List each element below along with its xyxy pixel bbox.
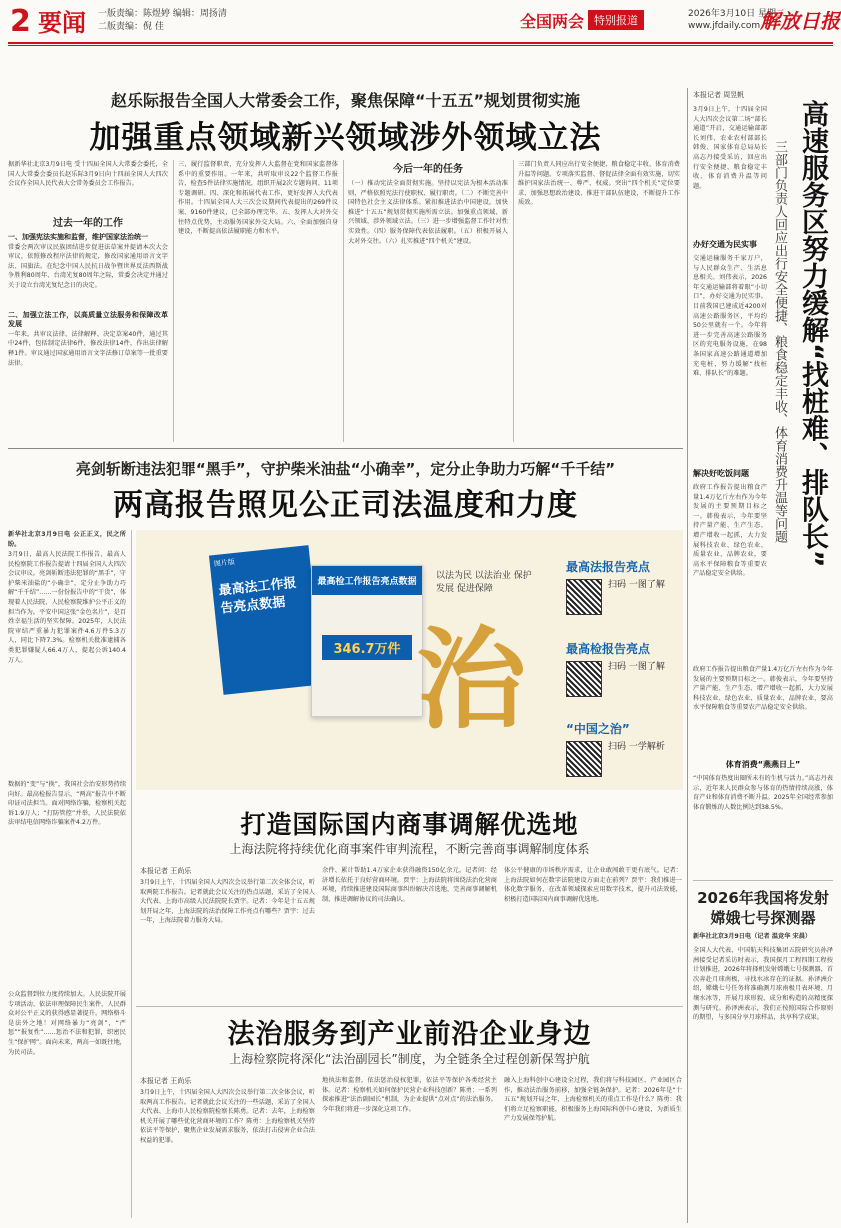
future-tasks-heading: 今后一年的任务 bbox=[393, 164, 463, 175]
mid-article-col-1 bbox=[8, 530, 126, 1220]
date-line: 2026年3月10日 星期二 bbox=[688, 9, 785, 19]
divider bbox=[513, 160, 514, 442]
commerce-article-headline: 打造国际国内商事调解优选地 bbox=[240, 810, 579, 839]
rule-article-col-2: 地执法和监督，依法惩治侵权犯罪，依法平等保护各类经营主体。记者：检察机关如何保护民营企业科技创新？陈勇：一系列探索推进“法治副园长”机制，为企业提供“点对点”的法治服务。今年我们将进一步深化这项工作。 bbox=[322, 1077, 497, 1113]
mid-article-headline: 两高报告照见公正司法温度和力度 bbox=[113, 488, 578, 523]
right-article-p1: 3月9日上午，十四届全国人大四次会议第二场“部长通道”开启，交通运输部部长刘伟、农业农村部部长韩俊、国家体育总局局长高志丹接受采访，回应出行安全便捷、粮食稳定丰收、体育消费升温等问题。 bbox=[693, 106, 767, 190]
mid-article-body-1: 3月9日，最高人民法院工作报告、最高人民检察院工作报告提请十四届全国人大四次会议审议。亮剑斩断违法犯罪的“黑手”，守护柴米油盐的“小确幸”，定分止争助力巧解“千千结”……一份份报告中的“干货”，体现着人民法院、人民检察院维护公平正义的担当作为。平安中国这张“金色名片”，是百姓幸福生活的坚实保障。2025年，人民法院审结严重暴力犯罪案件4.6万件5.3万人，同比下降7.3%。检察机关批准逮捕各类犯罪嫌疑人66.4万人，提起公诉140.4万人。 bbox=[8, 551, 126, 664]
infographic-slogan: 以法为民 以法治业 保护发展 促进保障 bbox=[436, 571, 532, 594]
page-number: 2 bbox=[10, 4, 31, 39]
mid-article-kicker: 亮剑斩断违法犯罪“黑手”，守护柴米油盐“小确幸”，定分止争助力巧解“千千结” bbox=[75, 460, 616, 478]
banner-tag: 特别报道 bbox=[588, 10, 644, 30]
top-article-body-1: 常委会两次审议民族团结进步促进法草案并提请本次大会审议，依照修改程序法律的规定，修改国家通用语言文字法、国旗法。在纪念中国人民抗日战争暨世界反法西斯战争胜利80周年、台湾光复80周年之际，常委会决定并通过关于设立台湾光复纪念日的决定。 bbox=[8, 243, 168, 289]
mid-article-byline: 新华社北京3月9日电 公正正义，民之所盼。 bbox=[8, 531, 126, 548]
commerce-article-subhead: 上海法院将持续优化商事案件审判流程，不断完善商事调解制度体系 bbox=[229, 842, 590, 856]
rule-article-headline: 法治服务到产业前沿企业身边 bbox=[227, 1019, 592, 1050]
court-report-card[interactable] bbox=[209, 545, 323, 695]
rule-article-col-3: 融入上海科创中心建设全过程，我们将与科技园区、产业园区合作，推动法治服务前移，加强全链条保护。记者：2026年是“十五五”规划开局之年，上海检察机关的重点工作是什么？陈勇：我们将立足检察职能，积极服务上海国际科创中心建设，为新质生产力发展保驾护航。 bbox=[504, 1077, 682, 1123]
court-report-tag: 图片版 bbox=[213, 557, 236, 569]
qr-link-governance[interactable] bbox=[566, 720, 681, 777]
right-article-p2: 交通运输服务千家万户，与人民群众生产、生活息息相关。刘伟表示，2026年交通运输部将着眼“小切口”，办好交通为民实事。目前我国已建成近4200对高速公路服务区，平均约50公里就有一个。今年将进一步完善高速公路服务区的充电服务设施，在98条国家高速公路通道增加充电桩，努力缓解“找桩难、排队长”的难题。 bbox=[693, 255, 767, 378]
right-article-p3: 政府工作报告提出粮食产量1.4万亿斤左右作为今年发展的主要预期目标之一。韩俊表示，今年要坚持产量产能、生产生态、增产增收一起抓，大力发展科技农业、绿色农业、质量农业、品牌农业，要高水平保障粮食等重要农产品稳定安全供给。 bbox=[693, 484, 767, 578]
right-article-h2: 解决好吃饭问题 bbox=[693, 469, 749, 478]
commerce-article-col-2: 余件、累计帮助1.4万家企业获得融资150亿余元。记者问：经济增长依托于良好营商环境。贾宇：上海法院将围绕法治化营商环境，持续推进建设国际商事纠纷解决首选地，完善商事调解机制，推进调解协议的司法确认。 bbox=[322, 867, 497, 903]
right-article-p4: “中国体育热度出圈所未有的生机与活力。”高志丹表示，近年来人民群众参与体育的热情持续高涨，体育产业和体育消费不断升温。2025年全国经常参加体育锻炼的人数比例达到38.5%。 bbox=[693, 775, 833, 811]
qr-link-procuratorate-title: 最高检报告亮点 bbox=[566, 642, 651, 656]
divider bbox=[131, 530, 132, 1218]
top-article-body-2: 一年来，共审议法律、法律解释、决定草案40件，通过其中24件，包括制定法律6件，修改法律14件，作出法律解释1件。审议通过国家通用语言文字法修订草案等一批重要法律。 bbox=[8, 330, 168, 367]
commerce-article-byline: 本报记者 王尚乐 bbox=[140, 867, 192, 875]
header-rule-thin bbox=[8, 45, 833, 46]
future-tasks-body: （一）推动宪法全面贯彻实施。坚持以宪法为根本活动准则，严格依照宪法行使职权、履行职责。（二）不断完善中国特色社会主义法律体系。紧扣推进法治中国建设，加快推进“十五五”规划贯彻实施所需立法。加强重点领域、新兴领域、涉外领域立法。（三）进一步增强监督工作针对性实效性。（四）服务保障代表依法履职。（五）积极开展人大对外交往。（六）扎实推进“四个机关”建设。 bbox=[348, 180, 508, 245]
top-article-kicker: 赵乐际报告全国人大常委会工作，聚焦保障“十五五”规划贯彻实施 bbox=[110, 91, 581, 110]
special-report-banner bbox=[520, 9, 644, 31]
procuratorate-highlight-number: 346.7万件 bbox=[322, 635, 412, 660]
right-article-body-bottom bbox=[693, 665, 833, 875]
banner-title: 全国两会 bbox=[520, 11, 585, 31]
commerce-article-col-1: 3月9日上午，十四届全国人大四次会议举行第二次全体会议，听取两院工作报告。记者就此会议关注的热点话题，采访了全国人大代表、上海市高级人民法院院长贾宇。记者：今年是十五五规划开局之年，上海法院的法治保障工作亮点有哪些？贾宇：过去一年，上海法院着力服务大局。 bbox=[140, 879, 315, 925]
right-article-p3-cont: 政府工作报告提出粮食产量1.4万亿斤左右作为今年发展的主要预期目标之一。韩俊表示，今年要坚持产量产能、生产生态、增产增收一起抓，大力发展科技农业、绿色农业、质量农业、品牌农业，要高水平保障粮食等重要农产品稳定安全供给。 bbox=[693, 666, 833, 712]
infographic-panel bbox=[136, 530, 683, 790]
mid-article-body-3: 公众监督到位力度持续加大。人民法院开展专项活动、依法审理保障民生案件，人民群众对公平正义的获得感显著提升。网络格斗是法外之地！对网络暴力“亮剑”，“严惩”“报复性”……惩治不法和犯罪，织密民生“保护网”。面向未来，两高一如既往地，为民司法。 bbox=[8, 991, 126, 1056]
editor-credits bbox=[98, 8, 227, 34]
procuratorate-report-title: 最高检工作报告亮点数据 bbox=[312, 566, 422, 595]
rule-article-subhead: 上海检察院将深化“法治副园长”制度，为全链条全过程创新保驾护航 bbox=[229, 1052, 590, 1066]
qr-link-court[interactable] bbox=[566, 558, 681, 615]
qr-code-icon[interactable] bbox=[566, 661, 602, 697]
editor-line-1: 一版责编：陈煜婷 编辑：周扬清 bbox=[98, 9, 227, 19]
infographic-big-character: 治 bbox=[416, 615, 526, 744]
right-column-divider bbox=[687, 88, 688, 1223]
qr-link-governance-title: “中国之治” bbox=[566, 722, 630, 736]
top-article-sub-2: 二、加强立法工作，以高质量立法服务和保障改革发展 bbox=[8, 310, 168, 329]
court-report-title: 最高法工作报告亮点数据 bbox=[217, 575, 298, 617]
right-article-body-top bbox=[693, 105, 767, 660]
space-article-headline: 2026年我国将发射嫦娥七号探测器 bbox=[697, 889, 829, 927]
top-article-col-2: 三、履行监督职责，充分发挥人大监督在党和国家监督体系中的重要作用。一年来，共听取审议22个监督工作报告，检查5件法律实施情况，组织开展2次专题询问、11项专题调研。四、深化和拓展代表工作，更好发挥人大代表作用。十四届全国人大三次会议期间代表提出的269件议案、9160件建议，已全部办理完毕。五、发挥人大对外交往特点优势，主动服务国家外交大局。六、全面加强自身建设，不断提高依法履职能力和水平。 bbox=[178, 161, 338, 236]
space-article-body: 全国人大代表、中国航天科技集团五院研究员孙泽洲接受记者采访时表示，我国探月工程四期工程按计划推进，2026年将择机发射嫦娥七号探测器，首次奔赴月球南极，寻找水冰存在的证据。孙泽洲介绍，嫦娥七号任务将准确测月球南极月表环境、月壤水冰等，开展月球形貌、成分和构造的高精度探测与研究。孙泽洲表示，我们正按照国际合作原则的期望，与多国分享月球样品，共享科学成果。 bbox=[693, 947, 833, 1022]
qr-link-procuratorate-action: 扫码 一图了解 bbox=[608, 662, 665, 672]
divider bbox=[8, 448, 683, 449]
right-article-vertical-subhead: 三部门负责人回应出行安全便捷、粮食稳定丰收、体育消费升温等问题 bbox=[772, 140, 787, 543]
top-article-col-3 bbox=[348, 160, 508, 442]
header-rule bbox=[8, 42, 833, 44]
newspaper-logo: 解放日报 bbox=[760, 9, 840, 33]
qr-link-procuratorate[interactable] bbox=[566, 640, 681, 697]
qr-code-icon[interactable] bbox=[566, 741, 602, 777]
mid-article-body-2: 数据的“变”与“换”，我国社会治安形势持续向好。最高检报告显示，“两高”报告中不断印证司法担当。面对网络诈骗，检察机关起诉1.9万人；“打防管控”并举，人民法院依法审结电信网络诈骗案件4.2万件。 bbox=[8, 781, 126, 827]
section-title: 要闻 bbox=[38, 9, 86, 37]
space-article-byline: 新华社北京3月9日电（记者 温竞华 宋晨） bbox=[693, 933, 812, 940]
editor-line-2: 二版责编：倪 佳 bbox=[98, 22, 164, 32]
qr-code-icon[interactable] bbox=[566, 579, 602, 615]
commerce-article-col-3: 体公平健康的市场秩序需求，让企业敢闯敢干更有底气。记者：上海法院如何在数字法院建设方面走在前列？贾宇：我们推进一体化数字服务，在改革领域探索应用数字技术，提升司法效能，积极打造国际国内商事调解优选地。 bbox=[504, 867, 682, 903]
divider bbox=[693, 880, 833, 881]
rule-article-byline: 本报记者 王尚乐 bbox=[140, 1077, 192, 1085]
top-article-lead: 据新华社北京3月9日电 受十四届全国人大常委会委托，全国人大常委会委员长赵乐际3月9日向十四届全国人大四次会议作全国人民代表大会常务委员会工作报告。 bbox=[8, 161, 168, 188]
right-article-h3: 体育消费“燕燕日上” bbox=[725, 760, 801, 769]
qr-link-court-title: 最高法报告亮点 bbox=[566, 560, 651, 574]
right-article-h1: 办好交通为民实事 bbox=[693, 240, 757, 249]
top-article-headline: 加强重点领域新兴领域涉外领域立法 bbox=[89, 120, 602, 156]
rule-article-col-1: 3月9日上午，十四届全国人大四次会议举行第二次全体会议，听取两高工作报告。记者就此会议关注的一些话题，采访了全国人大代表、上海市人民检察院检察长陈勇。记者：去年，上海检察机关开展了哪些优化营商环境的工作？陈勇：上海检察机关坚持依法平等保护，聚焦企业发展需求服务，依法打击侵害企业合法权益的犯罪。 bbox=[140, 1089, 315, 1144]
site-url[interactable]: www.jfdaily.com bbox=[688, 21, 761, 31]
qr-link-court-action: 扫码 一图了解 bbox=[608, 580, 665, 590]
top-article-sub-1: 一、加强宪法实施和监督，维护国家法治统一 bbox=[8, 233, 148, 241]
divider bbox=[136, 1006, 683, 1007]
right-article-vertical-headline: 高速服务区努力缓解“找桩难、排队长” bbox=[797, 100, 828, 568]
top-article-col-1 bbox=[8, 160, 168, 445]
right-article-byline: 本报记者 周昱帆 bbox=[693, 91, 745, 99]
qr-link-governance-action: 扫码 一学解析 bbox=[608, 742, 665, 752]
divider bbox=[343, 160, 344, 442]
divider bbox=[173, 160, 174, 442]
top-article-section-past: 过去一年的工作 bbox=[53, 218, 123, 229]
procuratorate-report-card[interactable] bbox=[311, 565, 423, 717]
top-article-col-4: 三部门负责人同应出行安全便捷、粮食稳定丰收、体育消费升温等问题。专项落实监督、督促法律全面有效实施，切实维护国家法治统一、尊严、权威。突出“四个机关”定位要求，加强思想政治建设、推进干部队伍建设，不断提升工作质效。 bbox=[518, 161, 680, 207]
